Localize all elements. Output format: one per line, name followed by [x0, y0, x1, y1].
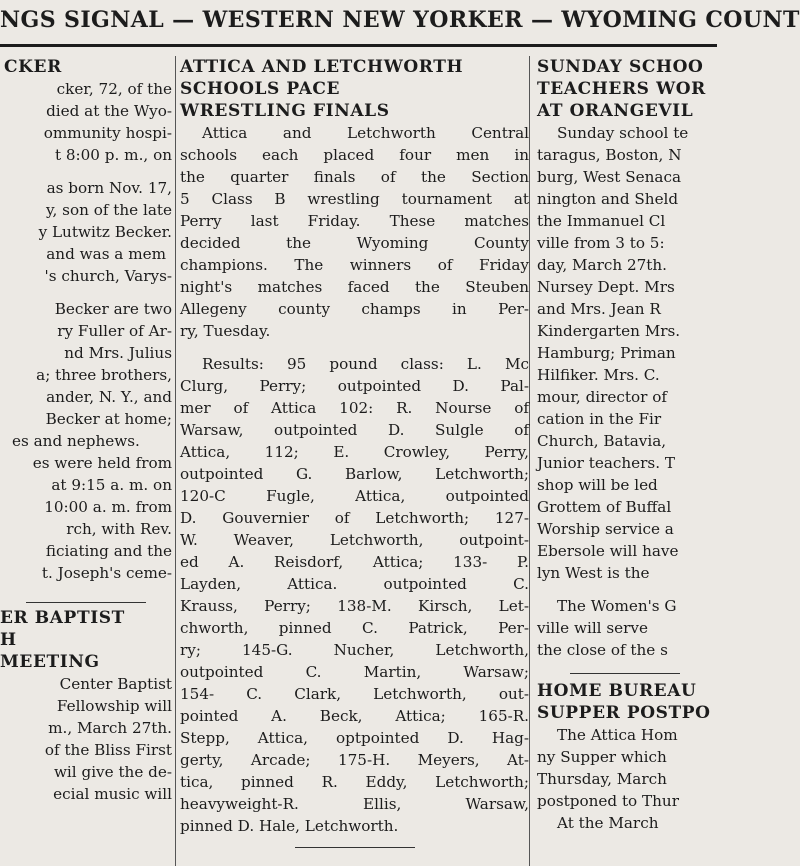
text-line: as born Nov. 17,	[46, 179, 172, 197]
text-line: nd Mrs. Julius	[64, 344, 172, 362]
text-line: mer of Attica 102: R. Nourse of	[180, 399, 529, 417]
left-column	[0, 56, 172, 866]
text-line: t. Joseph's ceme-	[41, 564, 172, 582]
text-line: wil give the de-	[53, 763, 172, 781]
text-line: Kindergarten Mrs.	[537, 322, 681, 340]
text-line: The Women's G	[557, 597, 677, 615]
text-line: schools each placed four men in	[180, 146, 529, 164]
middle-paragraph-1	[180, 122, 529, 342]
text-line: gerty, Arcade; 175-H. Meyers, At-	[180, 751, 529, 769]
text-line: ville will serve	[537, 619, 648, 637]
text-line: 120-C Fugle, Attica, outpointed	[180, 487, 529, 505]
text-line: nington and Sheld	[537, 190, 679, 208]
text-line: Warsaw, outpointed D. Sulgle of	[180, 421, 529, 439]
text-line: ander, N. Y., and	[46, 388, 172, 406]
text-line: Becker are two	[54, 300, 172, 318]
text-line: Sunday school te	[557, 124, 689, 142]
text-line: Attica and Letchworth Central	[202, 124, 529, 142]
text-line: shop will be led	[537, 476, 658, 494]
text-line: tica, pinned R. Eddy, Letchworth;	[180, 773, 529, 791]
text-line: ry, Tuesday.	[180, 322, 271, 340]
text-line: day, March 27th.	[537, 256, 668, 274]
article-divider	[26, 602, 146, 603]
right-paragraph-1	[533, 122, 717, 584]
headline-line: ATTICA AND LETCHWORTH	[180, 57, 464, 77]
text-line: Becker at home;	[45, 410, 172, 428]
text-line: and Mrs. Jean R	[537, 300, 661, 318]
right-headline-1	[533, 56, 717, 122]
headline-line: SUPPER POSTPO	[537, 703, 711, 723]
text-line: Nursey Dept. Mrs	[537, 278, 675, 296]
text-line: t 8:00 p. m., on	[54, 146, 172, 164]
text-line: ry; 145-G. Nucher, Letchworth,	[180, 641, 529, 659]
text-line: at 9:15 a. m. on	[51, 476, 172, 494]
text-line: Ebersole will have	[537, 542, 679, 560]
text-line: Stepp, Attica, optpointed D. Hag-	[180, 729, 529, 747]
article-divider	[570, 673, 680, 674]
left-paragraph-1	[0, 78, 172, 166]
text-line: Junior teachers. T	[537, 454, 676, 472]
text-line: Allegeny county champs in Per-	[180, 300, 529, 318]
text-line: Hamburg; Priman	[537, 344, 676, 362]
text-line: Center Baptist	[59, 675, 172, 693]
text-line: Clurg, Perry; outpointed D. Pal-	[180, 377, 529, 395]
left-headline-2	[0, 607, 172, 673]
text-line: outpointed C. Martin, Warsaw;	[180, 663, 529, 681]
headline-line: ER BAPTIST	[0, 608, 125, 628]
text-line: pinned D. Hale, Letchworth.	[180, 817, 399, 835]
column-rule	[175, 56, 176, 866]
text-line: cation in the Fir	[537, 410, 662, 428]
left-headline-1: CKER	[4, 57, 62, 77]
right-headline-2	[533, 680, 717, 724]
text-line: es were held from	[32, 454, 172, 472]
text-line: 10:00 a. m. from	[44, 498, 172, 516]
text-line: ville from 3 to 5:	[537, 234, 665, 252]
text-line: ny Supper which	[537, 748, 667, 766]
headline-line: SUNDAY SCHOO	[537, 57, 704, 77]
left-paragraph-2	[0, 177, 172, 287]
article-divider	[295, 847, 415, 848]
headline-line: HOME BUREAU	[537, 681, 697, 701]
text-line: Perry last Friday. These matches	[180, 212, 529, 230]
column-rule	[529, 56, 530, 866]
text-line: the quarter finals of the Section	[180, 168, 529, 186]
text-line: postponed to Thur	[537, 792, 679, 810]
text-line: Results: 95 pound class: L. Mc	[202, 355, 529, 373]
text-line: ed A. Reisdorf, Attica; 133- P.	[180, 553, 529, 571]
text-line: ry Fuller of Ar-	[57, 322, 172, 340]
text-line: ficiating and the	[45, 542, 172, 560]
text-line: died at the Wyo-	[46, 102, 172, 120]
text-line: rch, with Rev.	[66, 520, 172, 538]
middle-column	[178, 56, 529, 866]
headline-line: WRESTLING FINALS	[180, 101, 390, 121]
text-line: heavyweight-R. Ellis, Warsaw,	[180, 795, 529, 813]
text-line: ommunity hospi-	[43, 124, 172, 142]
middle-paragraph-2	[180, 353, 529, 837]
headline-line: TEACHERS WOR	[537, 79, 706, 99]
left-paragraph-3	[0, 298, 172, 584]
middle-headline	[180, 56, 529, 122]
text-line: pointed A. Beck, Attica; 165-R.	[180, 707, 529, 725]
text-line: At the March	[557, 814, 659, 832]
text-line: D. Gouvernier of Letchworth; 127-	[180, 509, 529, 527]
text-line: 's church, Varys-	[44, 267, 172, 285]
text-line: Krauss, Perry; 138-M. Kirsch, Let-	[180, 597, 529, 615]
text-line: night's matches faced the Steuben	[180, 278, 529, 296]
text-line: y, son of the late	[45, 201, 172, 219]
text-line: and was a mem	[46, 245, 166, 263]
text-line: Hilfiker. Mrs. C.	[537, 366, 660, 384]
text-line: of the Bliss First	[44, 741, 172, 759]
text-line: lyn West is the	[537, 564, 650, 582]
headline-line: H	[0, 630, 17, 650]
text-line: m., March 27th.	[48, 719, 172, 737]
text-line: ecial music will	[53, 785, 172, 803]
text-line: the close of the s	[537, 641, 668, 659]
text-line: Layden, Attica. outpointed C.	[180, 575, 529, 593]
text-line: Grottem of Buffal	[537, 498, 672, 516]
right-column	[533, 56, 717, 866]
text-line: 5 Class B wrestling tournament at	[180, 190, 529, 208]
text-line: Church, Batavia,	[537, 432, 667, 450]
text-line: mour, director of	[537, 388, 668, 406]
text-line: taragus, Boston, N	[537, 146, 682, 164]
masthead-rule	[0, 44, 717, 47]
text-line: outpointed G. Barlow, Letchworth;	[180, 465, 529, 483]
text-line: Thursday, March	[537, 770, 667, 788]
text-line: cker, 72, of the	[56, 80, 172, 98]
text-line: chworth, pinned C. Patrick, Per-	[180, 619, 529, 637]
right-paragraph-3	[533, 724, 717, 834]
text-line: y Lutwitz Becker.	[38, 223, 172, 241]
text-line: a; three brothers,	[36, 366, 172, 384]
headline-line: MEETING	[0, 652, 100, 672]
right-paragraph-2	[533, 595, 717, 661]
text-line: the Immanuel Cl	[537, 212, 666, 230]
masthead: NGS SIGNAL — WESTERN NEW YORKER — WYOMING COUNT	[0, 7, 800, 33]
headline-line: AT ORANGEVIL	[537, 101, 694, 121]
text-line: decided the Wyoming County	[180, 234, 529, 252]
text-line: Attica, 112; E. Crowley, Perry,	[180, 443, 529, 461]
text-line: Fellowship will	[56, 697, 172, 715]
text-line: burg, West Senaca	[537, 168, 682, 186]
text-line: es and nephews.	[12, 432, 140, 450]
text-line: Worship service a	[537, 520, 674, 538]
left-paragraph-4	[0, 673, 172, 805]
headline-line: SCHOOLS PACE	[180, 79, 341, 99]
text-line: 154- C. Clark, Letchworth, out-	[180, 685, 529, 703]
text-line: W. Weaver, Letchworth, outpoint-	[180, 531, 529, 549]
text-line: champions. The winners of Friday	[180, 256, 529, 274]
text-line: The Attica Hom	[557, 726, 678, 744]
